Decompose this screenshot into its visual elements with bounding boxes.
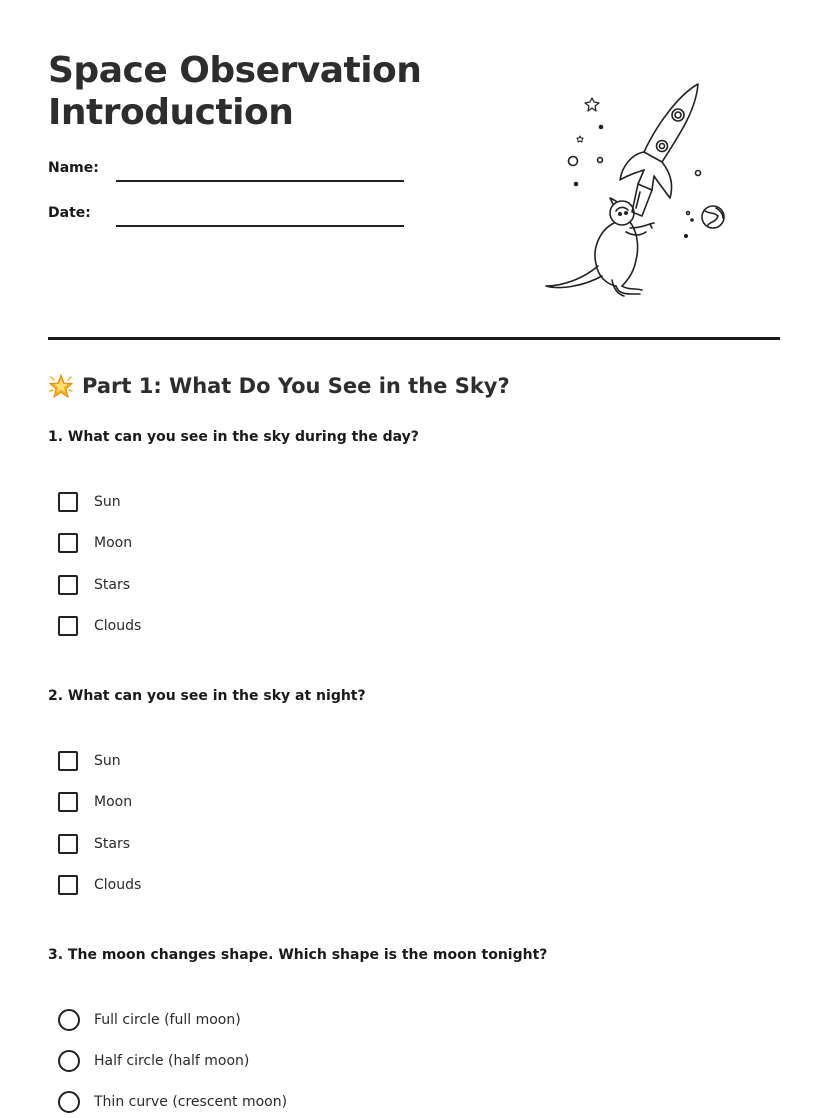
question-2: 2. What can you see in the sky at night? [48, 688, 366, 704]
q1-option-stars[interactable] [58, 575, 130, 595]
part1-title [48, 373, 510, 399]
q3-option-half-moon[interactable] [58, 1050, 249, 1072]
option-label: Moon [94, 794, 133, 810]
page-title: Space Observation Introduction [48, 50, 422, 133]
q3-option-full-moon[interactable] [58, 1009, 241, 1031]
q2-option-stars[interactable] [58, 834, 130, 854]
option-label: Full circle (full moon) [94, 1012, 241, 1028]
option-label: Moon [94, 535, 133, 551]
radio-button[interactable] [58, 1009, 80, 1031]
radio-button[interactable] [58, 1091, 80, 1113]
checkbox[interactable] [58, 875, 78, 895]
q2-option-clouds[interactable] [58, 875, 141, 895]
checkbox[interactable] [58, 575, 78, 595]
option-label: Clouds [94, 618, 142, 634]
q3-option-crescent-moon[interactable] [58, 1091, 287, 1113]
option-label: Sun [94, 753, 121, 769]
q1-option-clouds[interactable] [58, 616, 141, 636]
checkbox[interactable] [58, 533, 78, 553]
question-1: 1. What can you see in the sky during the day? [48, 429, 419, 445]
glowing-star-icon [48, 373, 74, 399]
date-label: Date: [48, 205, 91, 221]
date-field[interactable] [116, 225, 404, 227]
q1-option-moon[interactable] [58, 533, 132, 553]
option-label: Thin curve (crescent moon) [94, 1094, 288, 1110]
name-label: Name: [48, 160, 99, 176]
q2-option-sun[interactable] [58, 751, 121, 771]
checkbox[interactable] [58, 616, 78, 636]
option-label: Stars [94, 836, 131, 852]
option-label: Sun [94, 494, 121, 510]
kangaroo-astronaut-rocket-icon [540, 80, 740, 305]
option-label: Stars [94, 577, 131, 593]
option-label: Clouds [94, 877, 142, 893]
checkbox[interactable] [58, 492, 78, 512]
checkbox[interactable] [58, 834, 78, 854]
q1-option-sun[interactable] [58, 492, 121, 512]
checkbox[interactable] [58, 792, 78, 812]
option-label: Half circle (half moon) [94, 1053, 250, 1069]
name-field[interactable] [116, 180, 404, 182]
part1-title-text: Part 1: What Do You See in the Sky? [82, 374, 510, 398]
section-divider [48, 337, 780, 340]
q2-option-moon[interactable] [58, 792, 132, 812]
question-3: 3. The moon changes shape. Which shape is the moon tonight? [48, 947, 548, 963]
radio-button[interactable] [58, 1050, 80, 1072]
checkbox[interactable] [58, 751, 78, 771]
